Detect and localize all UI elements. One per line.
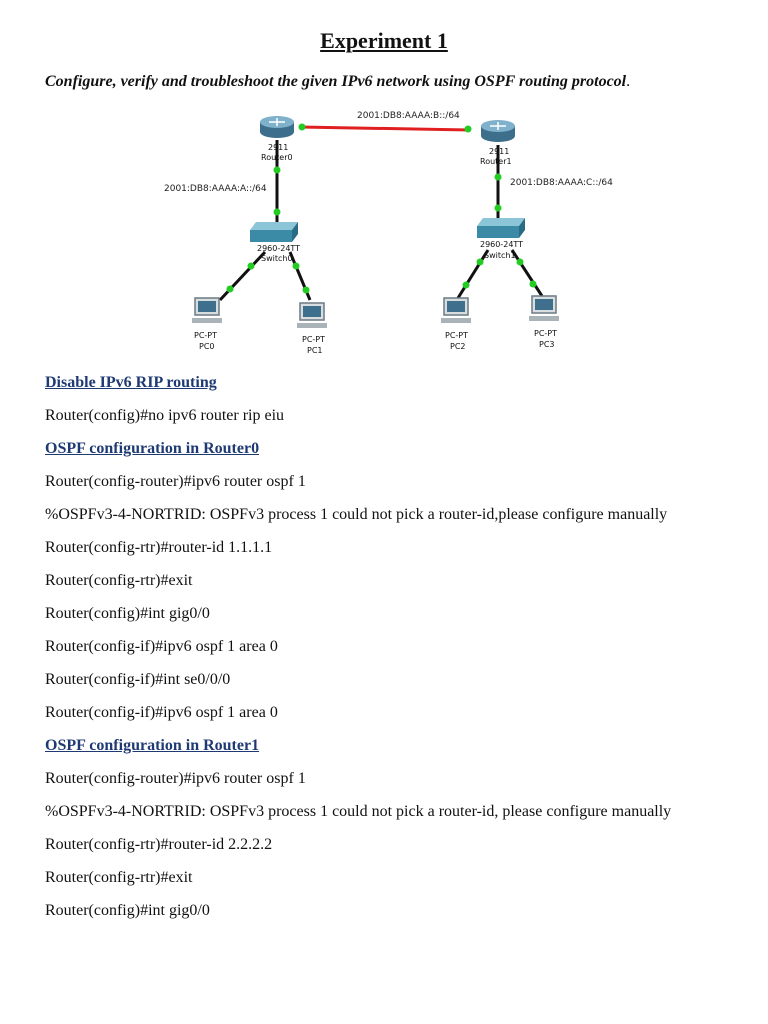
switch0-name-label: Switch0 xyxy=(261,254,293,263)
switch1-model-label: 2960-24TT xyxy=(480,240,524,249)
log-message: %OSPFv3-4-NORTRID: OSPFv3 process 1 could not pick a router-id, please configure manually xyxy=(45,803,672,820)
link-status-dot xyxy=(477,259,484,266)
pc2-icon[interactable] xyxy=(441,298,471,323)
network-topology-diagram xyxy=(150,100,630,370)
link-status-dot xyxy=(248,263,255,270)
switch0-pc0-link xyxy=(220,252,265,300)
section-disable-rip xyxy=(45,372,735,426)
link-status-dot xyxy=(517,259,524,266)
link-status-dot xyxy=(274,167,281,174)
link-status-dot xyxy=(495,174,502,181)
section-heading: Disable IPv6 RIP routing xyxy=(45,374,217,391)
switch1-name-label: Switch1 xyxy=(484,251,516,260)
pc1-icon[interactable] xyxy=(297,303,327,328)
serial-network-label: 2001:DB8:AAAA:B::/64 xyxy=(357,111,460,121)
document-body xyxy=(45,372,735,933)
link-status-dot xyxy=(299,124,306,131)
switch0-model-label: 2960-24TT xyxy=(257,244,301,253)
subtitle-text: Configure, verify and troubleshoot the given IPv6 network using OSPF routing protocol xyxy=(45,73,627,90)
subtitle-period: . xyxy=(626,73,631,90)
switch1-pc3-link xyxy=(512,250,542,296)
router1-model-label: 2911 xyxy=(489,147,510,156)
pc3-model-label: PC-PT xyxy=(534,329,558,338)
router0-icon[interactable] xyxy=(260,116,294,138)
left-lan-network-label: 2001:DB8:AAAA:A::/64 xyxy=(164,184,267,194)
pc1-model-label: PC-PT xyxy=(302,335,326,344)
serial-link xyxy=(300,127,470,130)
switch1-icon[interactable] xyxy=(477,218,525,238)
pc2-model-label: PC-PT xyxy=(445,331,469,340)
command-line: Router(config-if)#int se0/0/0 xyxy=(45,671,231,688)
command-line: Router(config-rtr)#router-id 1.1.1.1 xyxy=(45,539,273,556)
router0-name-label: Router0 xyxy=(261,153,293,162)
section-heading: OSPF configuration in Router1 xyxy=(45,737,260,754)
command-line: Router(config-router)#ipv6 router ospf 1 xyxy=(45,473,306,490)
link-status-dot xyxy=(293,263,300,270)
pc0-icon[interactable] xyxy=(192,298,222,323)
switch0-icon[interactable] xyxy=(250,222,298,242)
right-lan-network-label: 2001:DB8:AAAA:C::/64 xyxy=(510,178,613,188)
command-line: Router(config-if)#ipv6 ospf 1 area 0 xyxy=(45,638,278,655)
command-line: Router(config)#no ipv6 router rip eiu xyxy=(45,407,285,424)
document-subtitle xyxy=(45,73,735,91)
command-line: Router(config-router)#ipv6 router ospf 1 xyxy=(45,770,306,787)
link-status-dot xyxy=(495,205,502,212)
document-title: Experiment 1 xyxy=(320,28,448,53)
section-router1-ospf xyxy=(45,735,735,921)
log-message: %OSPFv3-4-NORTRID: OSPFv3 process 1 could not pick a router-id,please configure manually xyxy=(45,506,668,523)
command-line: Router(config)#int gig0/0 xyxy=(45,902,210,919)
command-line: Router(config-rtr)#router-id 2.2.2.2 xyxy=(45,836,273,853)
command-line: Router(config-if)#ipv6 ospf 1 area 0 xyxy=(45,704,278,721)
link-status-dot xyxy=(463,282,470,289)
command-line: Router(config-rtr)#exit xyxy=(45,869,193,886)
command-line: Router(config)#int gig0/0 xyxy=(45,605,210,622)
link-status-dot xyxy=(465,126,472,133)
section-heading: OSPF configuration in Router0 xyxy=(45,440,260,457)
link-status-dot xyxy=(274,209,281,216)
router1-icon[interactable] xyxy=(481,120,515,142)
pc1-name-label: PC1 xyxy=(307,346,323,355)
pc3-icon[interactable] xyxy=(529,296,559,321)
command-line: Router(config-rtr)#exit xyxy=(45,572,193,589)
router1-name-label: Router1 xyxy=(480,157,512,166)
pc3-name-label: PC3 xyxy=(539,340,555,349)
link-status-dot xyxy=(303,287,310,294)
pc2-name-label: PC2 xyxy=(450,342,466,351)
pc0-model-label: PC-PT xyxy=(194,331,218,340)
pc0-name-label: PC0 xyxy=(199,342,215,351)
link-status-dot xyxy=(530,281,537,288)
link-status-dot xyxy=(227,286,234,293)
section-router0-ospf xyxy=(45,438,735,723)
router0-model-label: 2911 xyxy=(268,143,289,152)
